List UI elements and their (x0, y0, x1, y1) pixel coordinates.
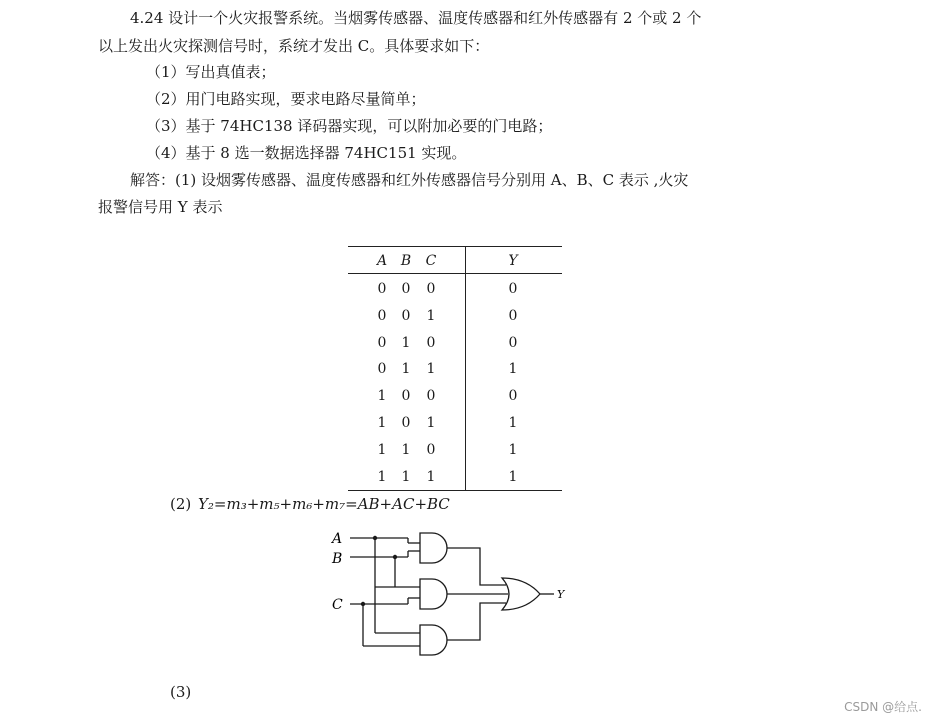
part2-formula: Y₂=m₃+m₅+m₆+m₇=AB+AC+BC (198, 495, 450, 513)
csdn-watermark: CSDN @给点. (844, 700, 922, 714)
truth-table-cell-a: 0 (377, 281, 387, 297)
truth-table (348, 246, 562, 491)
truth-table-divider (465, 247, 466, 490)
part3-label: (3) (170, 683, 192, 701)
part2-label: (2) (170, 495, 192, 513)
truth-table-cell-a: 0 (377, 307, 387, 324)
circuit-label-c: C (332, 597, 343, 613)
requirement-1: （1）写出真值表； (146, 63, 276, 81)
truth-table-cell-a: 0 (377, 361, 387, 378)
wire-gate1-out (447, 548, 506, 585)
truth-table-cell-b: 0 (401, 281, 411, 297)
truth-table-cell-a: 1 (377, 415, 387, 431)
circuit-label-a: A (332, 531, 343, 547)
and-gate-2 (420, 579, 447, 609)
truth-table-cell-c: 1 (426, 468, 436, 485)
wire-gate3-out (447, 603, 506, 640)
truth-table-cell-b: 0 (401, 388, 411, 405)
circuit-label-b: B (332, 551, 343, 567)
truth-table-cell-b: 0 (401, 307, 411, 324)
truth-table-cell-y: 0 (508, 388, 518, 405)
truth-table-cell-c: 1 (426, 415, 436, 431)
and-or-circuit-diagram (320, 525, 580, 665)
truth-table-cell-y: 1 (508, 441, 518, 458)
truth-table-cell-a: 1 (377, 468, 387, 485)
problem-line-1: 4.24 设计一个火灾报警系统。当烟雾传感器、温度传感器和红外传感器有 2 个或 2 个 (130, 9, 702, 27)
junction-b (393, 555, 397, 559)
truth-table-header-a: A (376, 253, 388, 269)
truth-table-cell-a: 0 (377, 334, 387, 351)
problem-line-2: 以上发出火灾探测信号时，系统才发出 C。具体要求如下： (98, 37, 490, 55)
truth-table-cell-c: 0 (426, 281, 436, 297)
junction-c (361, 602, 365, 606)
truth-table-header-b: B (400, 253, 412, 269)
truth-table-cell-a: 1 (377, 388, 387, 405)
truth-table-cell-c: 1 (426, 307, 436, 324)
requirement-3: （3）基于 74HC138 译码器实现，可以附加必要的门电路； (146, 117, 553, 135)
truth-table-cell-b: 0 (401, 415, 411, 431)
and-gate-1 (420, 533, 447, 563)
junction-a (373, 536, 377, 540)
truth-table-cell-b: 1 (401, 361, 411, 378)
truth-table-header-c: C (425, 253, 437, 269)
truth-table-cell-b: 1 (401, 468, 411, 485)
truth-table-header-rule (348, 273, 562, 274)
answer-line-2: 报警信号用 Y 表示 (98, 198, 223, 216)
truth-table-cell-b: 1 (401, 441, 411, 458)
truth-table-cell-c: 0 (426, 334, 436, 351)
truth-table-cell-b: 1 (401, 334, 411, 351)
truth-table-cell-a: 1 (377, 441, 387, 458)
truth-table-cell-y: 0 (508, 334, 518, 351)
truth-table-cell-c: 0 (426, 388, 436, 405)
truth-table-cell-y: 1 (508, 361, 518, 378)
truth-table-header-y: Y (508, 253, 518, 269)
truth-table-cell-y: 1 (508, 415, 518, 431)
truth-table-cell-y: 0 (508, 307, 518, 324)
answer-line-1: 解答：(1) 设烟雾传感器、温度传感器和红外传感器信号分别用 A、B、C 表示 ,火灾 (130, 171, 689, 189)
and-gate-3 (420, 625, 447, 655)
truth-table-cell-c: 0 (426, 441, 436, 458)
requirement-4: （4）基于 8 选一数据选择器 74HC151 实现。 (146, 144, 467, 162)
truth-table-cell-y: 1 (508, 468, 518, 485)
truth-table-cell-c: 1 (426, 361, 436, 378)
circuit-label-y: Y (557, 588, 565, 601)
requirement-2: （2）用门电路实现，要求电路尽量简单； (146, 90, 426, 108)
truth-table-cell-y: 0 (508, 281, 518, 297)
